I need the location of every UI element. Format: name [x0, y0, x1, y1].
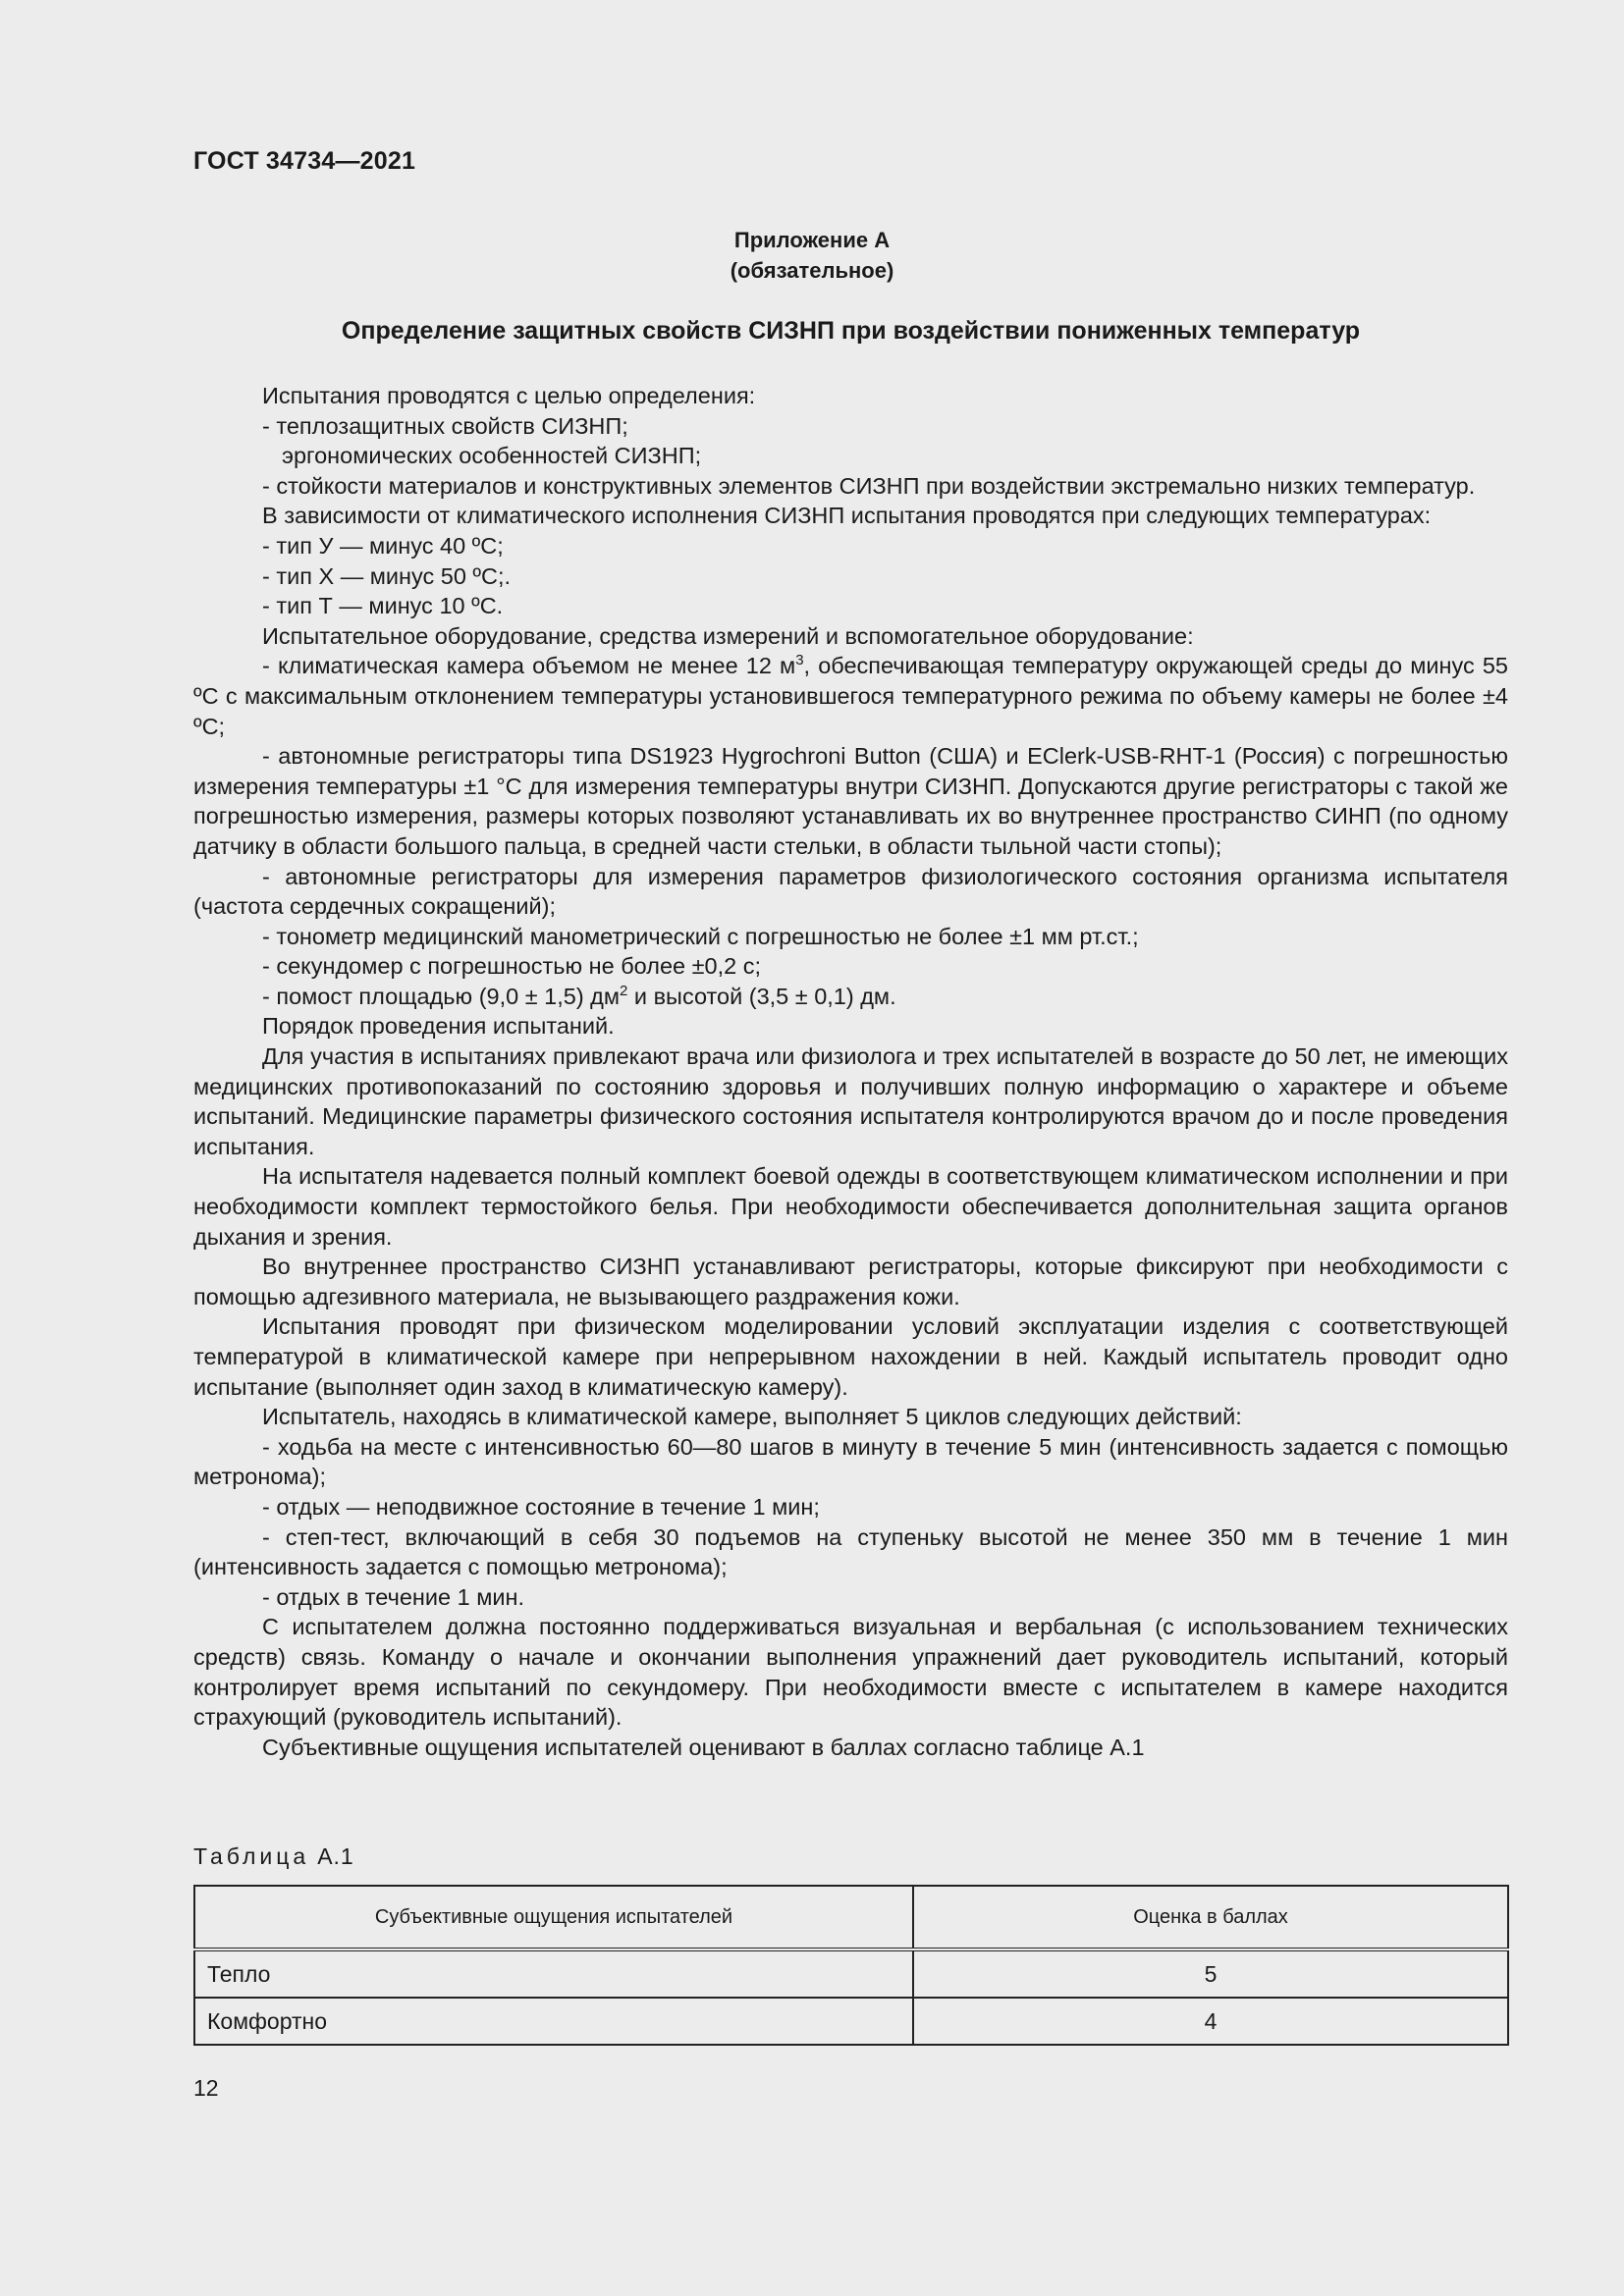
table-row — [194, 1998, 1508, 2045]
superscript: 3 — [795, 652, 804, 669]
appendix-heading — [0, 225, 1624, 286]
list-item: - секундомер с погрешностью не более ±0,2 с; — [262, 953, 761, 980]
appendix-title: Приложение А — [733, 228, 891, 252]
superscript: 2 — [620, 982, 628, 999]
paragraph: На испытателя надевается полный комплект боевой одежды в соответствующем климатическом исполнении и при необходимости комплект термостойкого белья. При необходимости обеспечивается дополнительная защита органов дыхания и зрения. — [193, 1163, 1508, 1250]
standard-header: ГОСТ 34734—2021 — [193, 147, 416, 175]
list-item: - автономные регистраторы типа DS1923 Hygrochroni Button (США) и EClerk-USB-RHT-1 (Россия) с погрешностью измерения температуры ±1 °С для измерения температуры внутри СИЗНП. Допускаются другие регистраторы с такой же погрешностью измерения, размеры которых позволяют устанавливать их во внутреннее пространство СИНП (по одному датчику в области большого пальца, в средней части стельки, в области тыльной части стопы); — [193, 743, 1508, 859]
list-item: - отдых — неподвижное состояние в течение 1 мин; — [262, 1493, 820, 1520]
table-header-row — [194, 1886, 1508, 1949]
list-item: - теплозащитных свойств СИЗНП; — [262, 412, 628, 439]
appendix-status: (обязательное) — [730, 258, 894, 283]
text-run: и высотой (3,5 ± 0,1) дм. — [627, 983, 896, 1009]
table-cell: Тепло — [194, 1949, 913, 1998]
list-item: - отдых в течение 1 мин. — [262, 1583, 524, 1610]
list-item: эргономических особенностей СИЗНП; — [282, 443, 702, 469]
list-item: - тип Х — минус 50 ºС;. — [262, 562, 512, 589]
page-number: 12 — [193, 2075, 219, 2101]
score-table — [193, 1885, 1509, 2046]
paragraph: Испытательное оборудование, средства измерений и вспомогательное оборудование: — [262, 622, 1194, 649]
paragraph: Во внутреннее пространство СИЗНП устанавливают регистраторы, которые фиксируют при необходимости с помощью адгезивного материала, не вызывающего раздражения кожи. — [193, 1254, 1508, 1309]
paragraph: Для участия в испытаниях привлекают врача или физиолога и трех испытателей в возрасте до 50 лет, не имеющих медицинских противопоказаний по состоянию здоровья и получивших полную информацию о характере и объеме испытаний. Медицинские параметры физического состояния испытателя контролируются врачом до и после проведения испытания. — [193, 1043, 1508, 1159]
paragraph: Испытания проводят при физическом моделировании условий эксплуатации изделия с соответствующей температурой в климатической камере при непрерывном нахождении в ней. Каждый испытатель проводит одно испытание (выполняет один заход в климатическую камеру). — [193, 1313, 1508, 1400]
paragraph: Порядок проведения испытаний. — [262, 1013, 615, 1040]
list-item: - стойкости материалов и конструктивных элементов СИЗНП при воздействии экстремально низких температур. — [262, 472, 1476, 499]
text-run: , обеспечивающая температуру окружающей среды до минус 55 ºС с максимальным отклонением температуры установившегося температурного режима по объему камеры не более ±4 ºС; — [193, 653, 1508, 739]
table-caption — [193, 1843, 354, 1870]
body-text — [193, 381, 1508, 1762]
table-caption-number: А.1 — [317, 1843, 354, 1869]
section-title: Определение защитных свойств СИЗНП при воздействии пониженных температур — [341, 317, 1361, 345]
text-run: - климатическая камера объемом не менее 12 м — [262, 653, 796, 679]
table-cell: 5 — [913, 1949, 1508, 1998]
table-header-cell: Субъективные ощущения испытателей — [194, 1886, 913, 1949]
table-cell: Комфортно — [194, 1998, 913, 2045]
list-item: - тип Т — минус 10 ºС. — [262, 593, 504, 619]
list-item: - тип У — минус 40 ºС; — [262, 532, 504, 559]
list-item — [193, 982, 1508, 1012]
table-header-cell: Оценка в баллах — [913, 1886, 1508, 1949]
list-item: - степ-тест, включающий в себя 30 подъемов на ступеньку высотой не менее 350 мм в течение 1 мин (интенсивность задается с помощью метронома); — [193, 1523, 1508, 1580]
paragraph: Субъективные ощущения испытателей оценивают в баллах согласно таблице А.1 — [262, 1734, 1145, 1760]
table-caption-word: Таблица — [193, 1843, 310, 1869]
paragraph: С испытателем должна постоянно поддерживаться визуальная и вербальная (с использованием технических средств) связь. Команду о начале и окончании выполнения упражнений дает руководитель испытаний, который контролирует время испытаний по секундомеру. При необходимости вместе с испытателем в камере находится страхующий (руководитель испытаний). — [193, 1614, 1508, 1731]
list-item: - автономные регистраторы для измерения параметров физиологического состояния организма испытателя (частота сердечных сокращений); — [193, 863, 1508, 920]
list-item — [193, 651, 1508, 741]
list-item: - ходьба на месте с интенсивностью 60—80 шагов в минуту в течение 5 мин (интенсивность задается с помощью метронома); — [193, 1433, 1508, 1490]
paragraph: Испытания проводятся с целью определения: — [262, 383, 756, 408]
list-item: - тонометр медицинский манометрический с погрешностью не более ±1 мм рт.ст.; — [262, 923, 1139, 949]
paragraph: Испытатель, находясь в климатической камере, выполняет 5 циклов следующих действий: — [262, 1404, 1242, 1430]
paragraph: В зависимости от климатического исполнения СИЗНП испытания проводятся при следующих температурах: — [262, 503, 1432, 529]
text-run: - помост площадью (9,0 ± 1,5) дм — [262, 983, 621, 1009]
table-cell: 4 — [913, 1998, 1508, 2045]
table-row — [194, 1949, 1508, 1998]
